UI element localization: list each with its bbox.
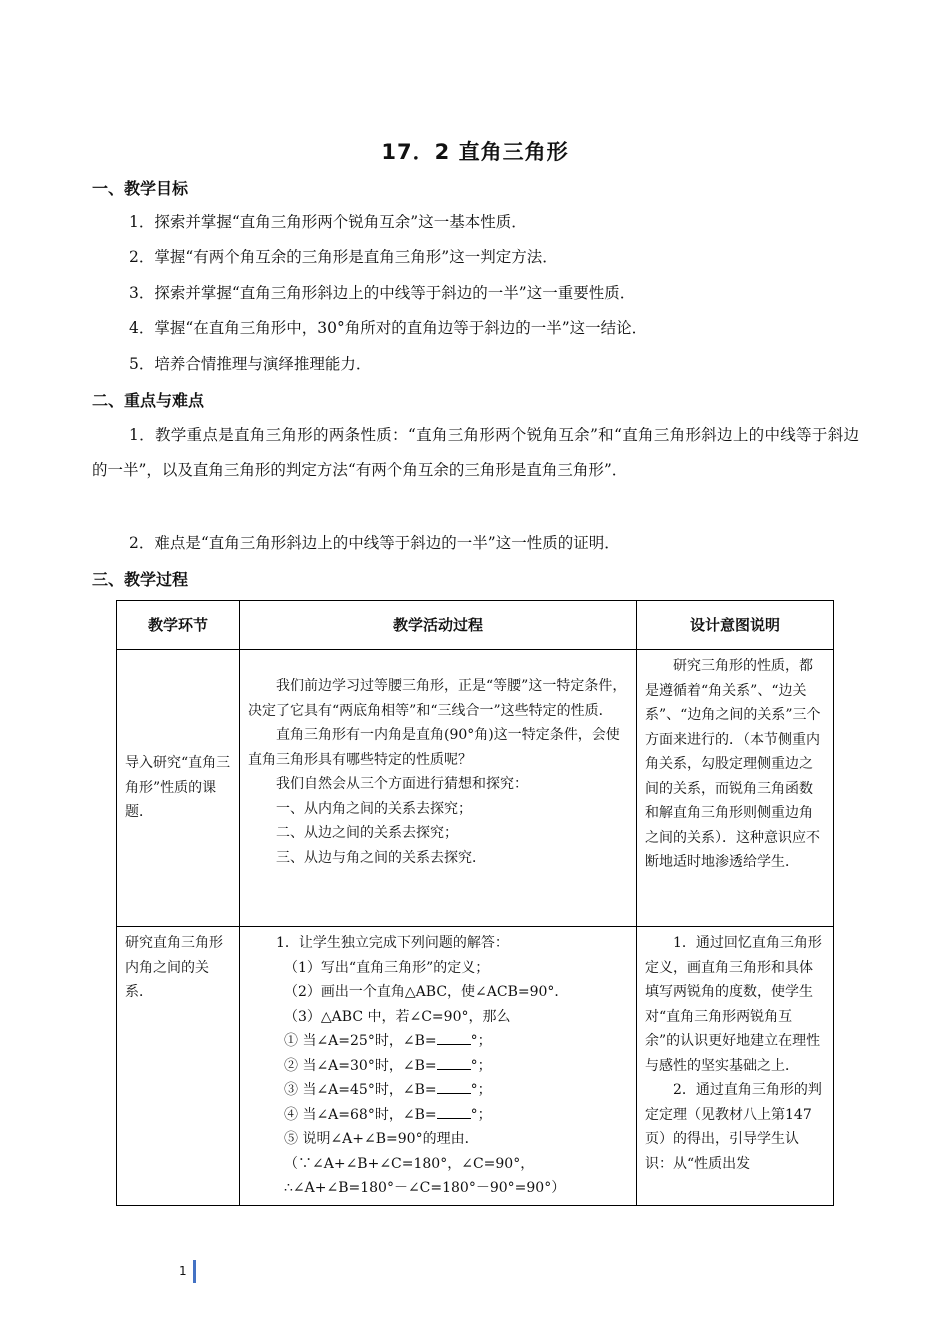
activity-line: 我们前边学习过等腰三角形，正是“等腰”这一特定条件，决定了它具有“两底角相等”和“三线合一”这些特定的性质． <box>248 678 627 719</box>
activity-line: ② 当∠A=30°时，∠B= °； <box>248 1054 628 1079</box>
table-row <box>117 927 834 1206</box>
intent-paragraph: 1．通过回忆直角三角形定义，画直角三角形和具体填写两锐角的度数，使学生对“直角三角形两锐角互余”的认识更好地建立在理性与感性的坚实基础之上． <box>645 935 822 1074</box>
activity-line: 二、从边之间的关系去探究； <box>276 825 458 841</box>
activity-line: 1．让学生独立完成下列问题的解答： <box>276 935 509 951</box>
answer-blank <box>437 1079 471 1094</box>
goal-item: 4．掌握“在直角三角形中，30°角所对的直角边等于斜边的一半”这一结论． <box>129 319 648 337</box>
page-title: 17．2 直角三角形 <box>381 140 569 164</box>
activity-line: （∵∠A+∠B+∠C=180°，∠C=90°， <box>284 1155 535 1172</box>
page-number-bar <box>193 1260 196 1283</box>
goal-item: 3．探索并掌握“直角三角形斜边上的中线等于斜边的一半”这一重要性质． <box>129 284 636 302</box>
answer-blank <box>437 1055 471 1070</box>
keypoint-paragraph: 1．教学重点是直角三角形的两条性质：“直角三角形两个锐角互余”和“直角三角形斜边上的中线等于斜边的一半”，以及直角三角形的判定方法“有两个角互余的三角形是直角三角形”． <box>92 426 859 479</box>
intent-cell <box>637 927 834 1206</box>
section-heading-goals: 一、教学目标 <box>92 179 189 198</box>
activity-line: （1）写出“直角三角形”的定义； <box>284 959 490 976</box>
activity-line: （3）△ABC 中，若∠C=90°，那么 <box>284 1008 511 1025</box>
section-heading-keypoints: 二、重点与难点 <box>92 391 205 410</box>
section-heading-process: 三、教学过程 <box>92 570 189 589</box>
activity-line: （2）画出一个直角△ABC，使∠ACB=90°． <box>284 984 569 1000</box>
header-activity: 教学活动过程 <box>240 601 637 650</box>
intent-paragraph: 2．通过直角三角形的判定定理（见教材八上第147页）的得出，引导学生认识：从“性质出发 <box>645 1082 822 1172</box>
goal-item: 1．探索并掌握“直角三角形两个锐角互余”这一基本性质． <box>129 213 527 231</box>
activity-line: ④ 当∠A=68°时，∠B= °； <box>248 1103 628 1128</box>
goal-item: 5．培养合情推理与演绎推理能力． <box>129 355 372 373</box>
teaching-process-table <box>116 600 834 1206</box>
page-number: 1 <box>179 1264 187 1278</box>
intent-cell: 研究三角形的性质，都是遵循着“角关系”、“边关系”、“边角之间的关系”三个方面来进行的．（本节侧重内角关系，勾股定理侧重边之间的关系，而锐角三角函数和解直角三角形则侧重边角之间的关系）．这种意识应不断地适时地渗透给学生． <box>637 650 834 927</box>
header-stage: 教学环节 <box>117 601 240 650</box>
activity-cell <box>240 650 637 927</box>
goal-item: 2．掌握“有两个角互余的三角形是直角三角形”这一判定方法． <box>129 248 558 266</box>
answer-blank <box>437 1030 471 1045</box>
header-intent: 设计意图说明 <box>637 601 834 650</box>
activity-line: ⑤ 说明∠A+∠B=90°的理由． <box>284 1131 479 1147</box>
table-header-row <box>117 601 834 650</box>
activity-line: 我们自然会从三个方面进行猜想和探究： <box>276 776 528 792</box>
table-row <box>117 650 834 927</box>
activity-line: 一、从内角之间的关系去探究； <box>276 800 472 817</box>
stage-cell: 导入研究“直角三角形”性质的课题． <box>117 650 240 927</box>
answer-blank <box>437 1104 471 1119</box>
stage-cell: 研究直角三角形内角之间的关系． <box>117 927 240 1206</box>
activity-line: ③ 当∠A=45°时，∠B= °； <box>248 1078 628 1103</box>
activity-cell <box>240 927 637 1206</box>
activity-line: 直角三角形有一内角是直角(90°角)这一特定条件，会使直角三角形具有哪些特定的性质呢？ <box>248 727 620 768</box>
activity-line: 三、从边与角之间的关系去探究． <box>276 849 486 866</box>
keypoint-paragraph: 2．难点是“直角三角形斜边上的中线等于斜边的一半”这一性质的证明． <box>129 534 620 552</box>
activity-line: ① 当∠A=25°时，∠B= °； <box>248 1029 628 1054</box>
activity-line: ∴∠A+∠B=180°－∠C=180°－90°=90°） <box>284 1180 566 1196</box>
